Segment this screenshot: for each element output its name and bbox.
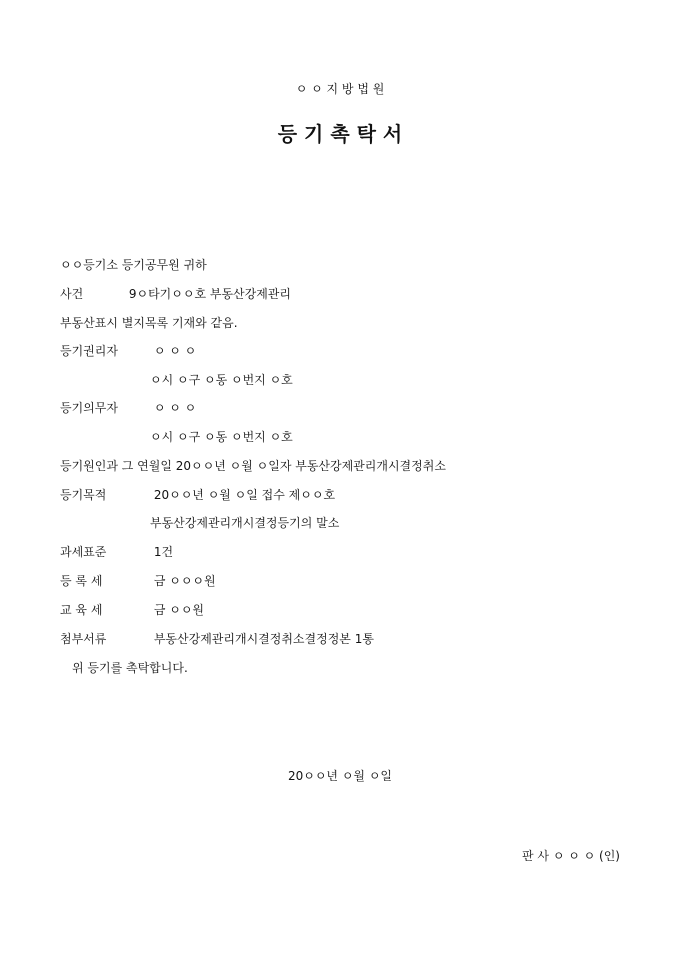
right-holder-name: ㅇ ㅇ ㅇ <box>153 344 197 358</box>
property-note: 부동산표시 별지목록 기재와 같음. <box>60 316 238 330</box>
judge-signature: 판 사 ㅇ ㅇ ㅇ (인) <box>522 849 620 863</box>
purpose-value: 20ㅇㅇ년 ㅇ월 ㅇ일 접수 제ㅇㅇ호 <box>153 488 336 502</box>
education-tax-value: 금 ㅇㅇ원 <box>153 603 205 617</box>
tax-base-label: 과세표준 <box>60 545 107 559</box>
closing-statement: 위 등기를 촉탁합니다. <box>72 661 188 675</box>
purpose-label: 등기목적 <box>60 488 107 502</box>
attachment-row <box>60 630 374 647</box>
cause-row: 등기원인과 그 연월일 20ㅇㅇ년 ㅇ월 ㅇ일자 부동산강제관리개시결정취소 <box>60 459 446 473</box>
document-title: 등 기 촉 탁 서 <box>277 122 403 146</box>
registration-tax-row <box>60 572 216 589</box>
obligor-address: ㅇ시 ㅇ구 ㅇ동 ㅇ번지 ㅇ호 <box>150 430 293 444</box>
document-date: 20ㅇㅇ년 ㅇ월 ㅇ일 <box>287 769 393 783</box>
registration-tax-label: 등 록 세 <box>60 574 103 588</box>
right-holder-label: 등기권리자 <box>60 344 118 358</box>
court-name: ㅇ ㅇ 지 방 법 원 <box>295 82 385 96</box>
registration-tax-value: 금 ㅇㅇㅇ원 <box>153 574 216 588</box>
attachment-label: 첨부서류 <box>60 632 107 646</box>
case-row <box>60 285 291 302</box>
education-tax-row <box>60 601 204 618</box>
purpose-row <box>60 486 335 503</box>
purpose-value-2: 부동산강제관리개시결정등기의 말소 <box>150 516 340 530</box>
tax-base-row <box>60 543 173 560</box>
attachment-value: 부동산강제관리개시결정취소결정정본 1통 <box>153 632 374 646</box>
right-holder-row <box>60 342 196 359</box>
education-tax-label: 교 육 세 <box>60 603 103 617</box>
tax-base-value: 1건 <box>153 545 174 559</box>
obligor-row <box>60 399 196 416</box>
right-holder-address: ㅇ시 ㅇ구 ㅇ동 ㅇ번지 ㅇ호 <box>150 373 293 387</box>
obligor-label: 등기의무자 <box>60 401 118 415</box>
obligor-name: ㅇ ㅇ ㅇ <box>153 401 197 415</box>
case-label: 사건 <box>60 287 84 301</box>
addressee: ㅇㅇ등기소 등기공무원 귀하 <box>60 258 207 272</box>
case-value: 9ㅇ타기ㅇㅇ호 부동산강제관리 <box>128 287 291 301</box>
